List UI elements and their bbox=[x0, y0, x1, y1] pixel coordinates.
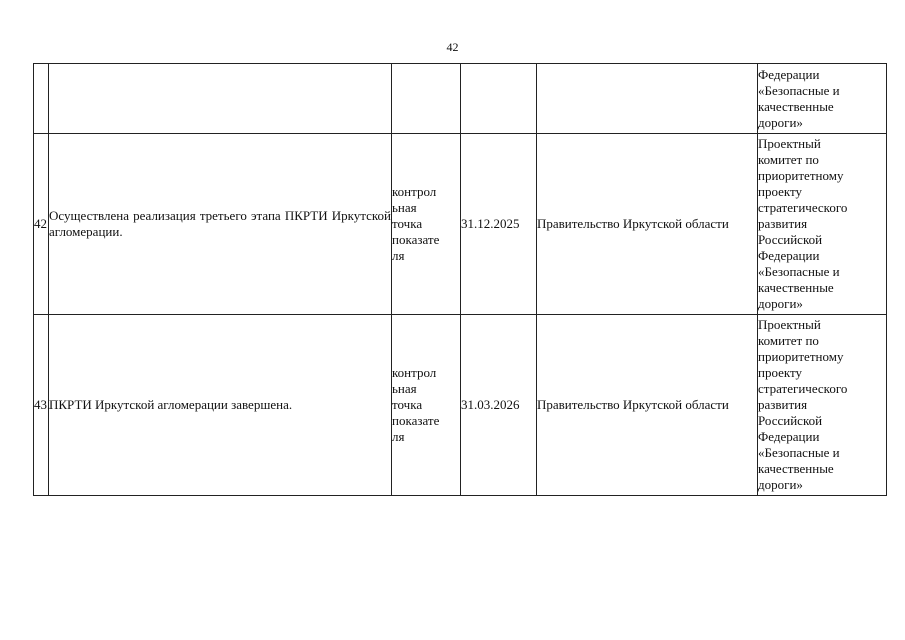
description-cell bbox=[49, 315, 392, 496]
type-line: показате bbox=[392, 413, 440, 428]
control-line: Российской bbox=[758, 413, 823, 428]
description-cell bbox=[49, 64, 392, 134]
type-cell bbox=[392, 134, 461, 315]
type-cell bbox=[392, 315, 461, 496]
control-line: Федерации bbox=[758, 66, 820, 82]
control-line: качественные bbox=[758, 98, 834, 114]
control-line: приоритетному bbox=[758, 168, 844, 183]
control-line: развития bbox=[758, 397, 808, 412]
row-number-cell: 43. bbox=[34, 315, 49, 496]
type-line: точка bbox=[392, 216, 423, 231]
responsible-cell: Правительство Иркутской области bbox=[537, 134, 758, 315]
control-line: Проектный bbox=[758, 317, 821, 332]
type-cell bbox=[392, 64, 461, 134]
control-line: проекту bbox=[758, 184, 803, 199]
control-line: «Безопасные и bbox=[758, 82, 840, 98]
control-line: «Безопасные и bbox=[758, 445, 840, 460]
type-line: ьная bbox=[392, 381, 417, 396]
type-line: ля bbox=[392, 429, 405, 444]
control-line: стратегического bbox=[758, 381, 848, 396]
type-line: ля bbox=[392, 248, 405, 263]
responsible-cell: Правительство Иркутской области bbox=[537, 315, 758, 496]
type-line: показате bbox=[392, 232, 440, 247]
control-line: Федерации bbox=[758, 248, 820, 263]
date-cell: 31.12.2025 bbox=[461, 134, 537, 315]
description-text: Осуществлена реализация третьего этапа ПКРТИ Иркутской агломерации. bbox=[49, 208, 391, 239]
description-cell bbox=[49, 134, 392, 315]
control-line: комитет по bbox=[758, 152, 819, 167]
table-row-continuation bbox=[34, 64, 887, 134]
type-line: точка bbox=[392, 397, 423, 412]
control-line: приоритетному bbox=[758, 349, 844, 364]
control-cell bbox=[758, 134, 887, 315]
control-line: качественные bbox=[758, 461, 834, 476]
responsible-cell bbox=[537, 64, 758, 134]
control-line: «Безопасные и bbox=[758, 264, 840, 279]
control-line: Российской bbox=[758, 232, 823, 247]
type-line: контрол bbox=[392, 365, 437, 380]
control-cell bbox=[758, 315, 887, 496]
type-line: ьная bbox=[392, 200, 417, 215]
control-line: Проектный bbox=[758, 136, 821, 151]
control-line: стратегического bbox=[758, 200, 848, 215]
control-cell bbox=[758, 64, 887, 134]
control-line: дороги» bbox=[758, 477, 803, 492]
control-line: дороги» bbox=[758, 114, 803, 130]
table-row-43 bbox=[34, 315, 887, 496]
row-number-cell bbox=[34, 64, 49, 134]
control-line: Федерации bbox=[758, 429, 820, 444]
control-line: качественные bbox=[758, 280, 834, 295]
description-text: ПКРТИ Иркутской агломерации завершена. bbox=[49, 397, 293, 412]
control-line: развития bbox=[758, 216, 808, 231]
type-line: контрол bbox=[392, 184, 437, 199]
table-row-42 bbox=[34, 134, 887, 315]
measures-table bbox=[33, 63, 887, 496]
date-cell: 31.03.2026 bbox=[461, 315, 537, 496]
page-number: 42 bbox=[446, 40, 459, 54]
date-cell bbox=[461, 64, 537, 134]
control-line: проекту bbox=[758, 365, 803, 380]
control-line: дороги» bbox=[758, 296, 803, 311]
row-number-cell: 42 bbox=[34, 134, 49, 315]
control-line: комитет по bbox=[758, 333, 819, 348]
